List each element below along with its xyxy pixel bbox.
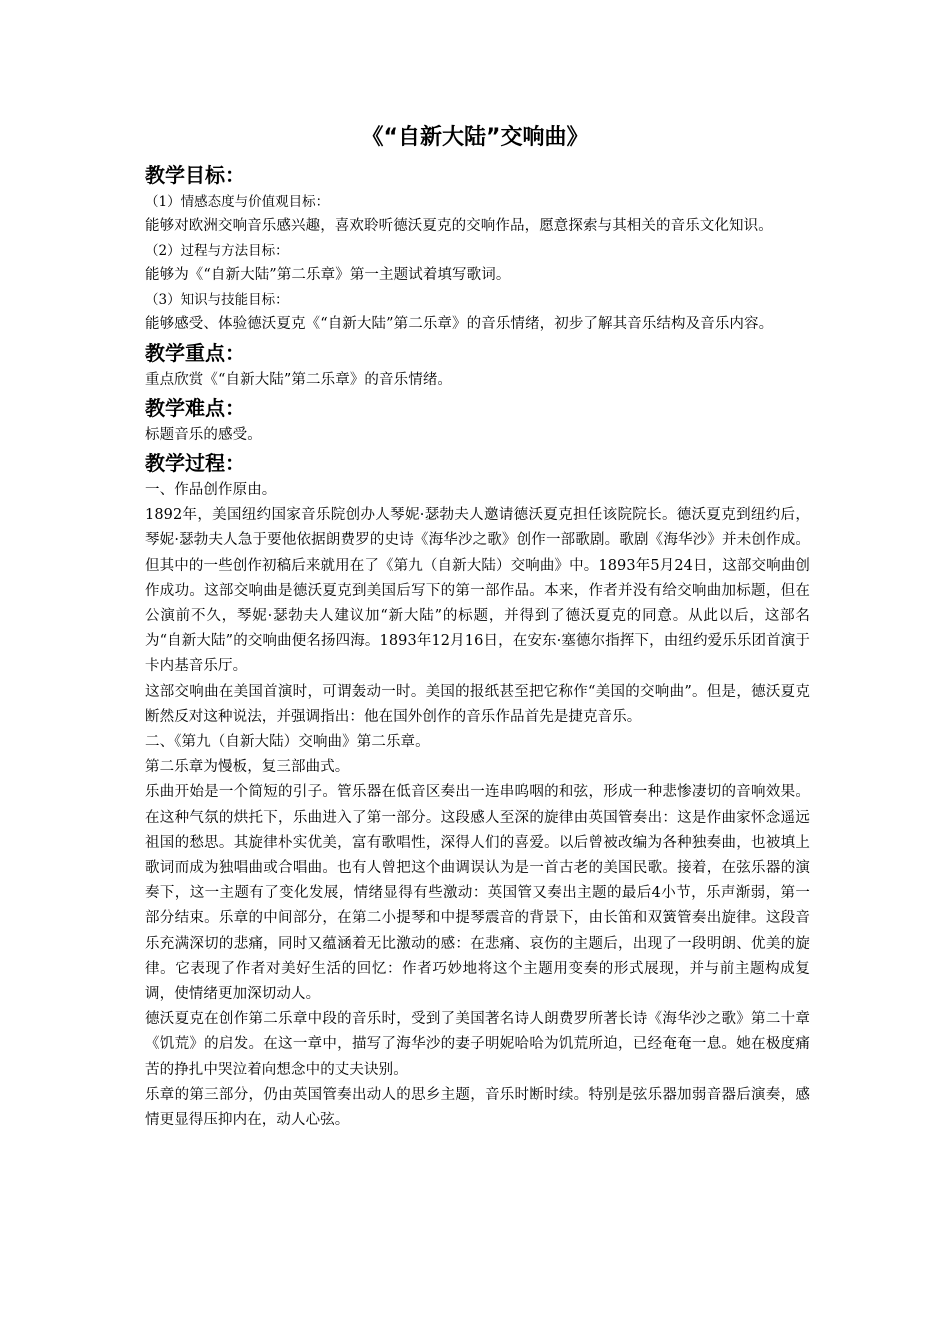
process-paragraph: 第二乐章为慢板，复三部曲式。 <box>145 759 350 776</box>
document-body <box>145 160 810 1133</box>
key-point-heading: 教学重点： <box>145 340 245 365</box>
document-title: 《“自新大陆”交响曲》 <box>361 125 589 150</box>
goal-1-label: （1）情感态度与价值观目标： <box>145 194 330 210</box>
difficulty-text: 标题音乐的感受。 <box>145 426 262 443</box>
process-paragraph: 乐曲开始是一个简短的引子。管乐器在低音区奏出一连串呜咽的和弦，形成一种悲惨凄切的音响效果。在这种气氛的烘托下，乐曲进入了第一部分。这段感人至深的旋律由英国管奏出：这是作曲家怀念遥远祖国的愁思。其旋律朴实优美，富有歌唱性，深得人们的喜爱。以后曾被改编为各种独奏曲，也被填上歌词而成为独唱曲或合唱曲。也有人曾把这个曲调误认为是一首古老的美国民歌。接着，在弦乐器的演奏下，这一主题有了变化发展，情绪显得有些激动：英国管又奏出主题的最后4小节，乐声渐弱，第一部分结束。乐章的中间部分，在第二小提琴和中提琴震音的背景下，由长笛和双簧管奏出旋律。这段音乐充满深切的悲痛，同时又蕴涵着无比激动的感：在悲痛、哀伤的主题后，出现了一段明朗、优美的旋律。它表现了作者对美好生活的回忆：作者巧妙地将这个主题用变奏的形式展现，并与前主题构成复调，使情绪更加深切动人。 <box>145 784 810 1003</box>
process-paragraph: 一、作品创作原由。 <box>145 482 277 499</box>
process-paragraph: 二、《第九（自新大陆）交响曲》第二乐章。 <box>145 734 430 751</box>
process-paragraph: 1892年，美国纽约国家音乐院创办人琴妮·瑟勃夫人邀请德沃夏克担任该院院长。德沃夏克到纽约后，琴妮·瑟勃夫人急于要他依据朗费罗的史诗《海华沙之歌》创作一部歌剧。歌剧《海华沙》并未创作成。但其中的一些创作初稿后来就用在了《第九（自新大陆）交响曲》中。1893年5月24日，这部交响曲创作成功。这部交响曲是德沃夏克到美国后写下的第一部作品。本来，作者并没有给交响曲加标题，但在公演前不久，琴妮·瑟勃夫人建议加“新大陆”的标题，并得到了德沃夏克的同意。从此以后，这部名为“自新大陆”的交响曲便名扬四海。1893年12月16日，在安东·塞德尔指挥下，由纽约爱乐乐团首演于卡内基音乐厅。 <box>145 507 810 675</box>
goal-1-text: 能够对欧洲交响音乐感兴趣，喜欢聆听德沃夏克的交响作品，愿意探索与其相关的音乐文化知识。 <box>145 218 773 234</box>
goal-3-label: （3）知识与技能目标： <box>145 292 289 309</box>
goal-3-text: 能够感受、体验德沃夏克《“自新大陆”第二乐章》的音乐情绪，初步了解其音乐结构及音乐内容。 <box>145 316 774 333</box>
process-heading: 教学过程： <box>145 451 245 476</box>
key-point-text: 重点欣赏《“自新大陆”第二乐章》的音乐情绪。 <box>145 371 453 388</box>
goal-2-label: （2）过程与方法目标： <box>145 243 289 260</box>
goal-2-text: 能够为《“自新大陆”第二乐章》第一主题试着填写歌词。 <box>145 267 511 284</box>
process-paragraph: 乐章的第三部分，仍由英国管奏出动人的思乡主题，音乐时断时续。特别是弦乐器加弱音器后演奏，感情更显得压抑内在，动人心弦。 <box>145 1086 810 1129</box>
process-paragraph: 德沃夏克在创作第二乐章中段的音乐时，受到了美国著名诗人朗费罗所著长诗《海华沙之歌》第二十章《饥荒》的启发。在这一章中，描写了海华沙的妻子明妮哈哈为饥荒所迫，已经奄奄一息。她在极度痛苦的挣扎中哭泣着向想念中的丈夫诀别。 <box>145 1011 810 1078</box>
difficulty-heading: 教学难点： <box>145 395 245 420</box>
goals-heading: 教学目标： <box>145 163 245 187</box>
process-paragraph: 这部交响曲在美国首演时，可谓轰动一时。美国的报纸甚至把它称作“美国的交响曲”。但是，德沃夏克断然反对这种说法，并强调指出：他在国外创作的音乐作品首先是捷克音乐。 <box>145 683 810 725</box>
